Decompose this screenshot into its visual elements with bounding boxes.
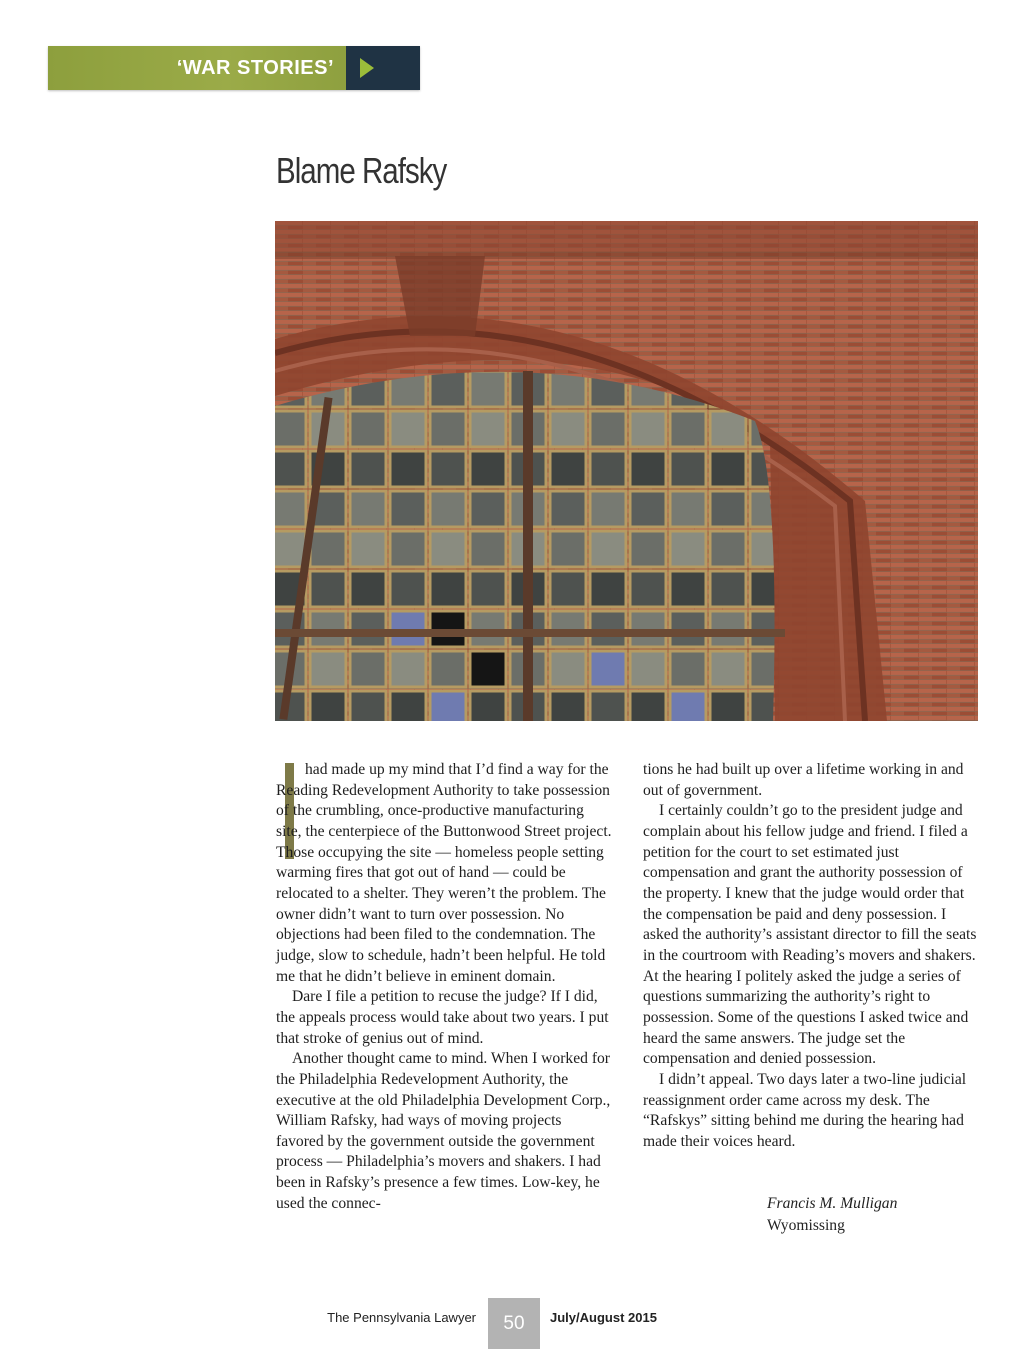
play-triangle-icon	[360, 58, 374, 78]
page-footer	[0, 1298, 1024, 1349]
article-title: Blame Rafsky	[276, 150, 447, 191]
author-name: Francis M. Mulligan	[767, 1195, 898, 1212]
article-photo	[275, 221, 978, 721]
arched-window-brick-wall-image	[275, 221, 978, 721]
paragraph: tions he had built up over a lifetime working in and out of government.	[643, 761, 964, 799]
publication-name: The Pennsylvania Lawyer	[327, 1310, 476, 1325]
issue-date: July/August 2015	[550, 1310, 657, 1325]
right-column	[643, 760, 979, 1152]
page-number: 50	[488, 1298, 540, 1349]
left-column	[276, 760, 613, 1214]
author-location: Wyomissing	[767, 1217, 845, 1234]
paragraph: I certainly couldn’t go to the president judge and complain about his fellow judge and friend. I filed a petition for the court to set estimated just compensation and grant the authority possession of the property. I knew that the judge would order that the compensation be paid and deny possession. I asked the authority’s assistant director to fill the seats in the courtroom with Reading’s movers and shakers. At the hearing I politely asked the judge a series of questions summarizing the authority’s right to possession. Some of the questions I asked twice and heard the same answers. The judge set the compensation and denied possession.	[643, 802, 977, 1068]
section-arrow-box	[346, 46, 420, 90]
paragraph: had made up my mind that I’d find a way for the Reading Redevelopment Authority to take possession of the crumbling, once-productive manufacturing site, the centerpiece of the Buttonwood Street project. Those occupying the site — homeless people setting warming fires that got out of hand — could be relocated to a shelter. They weren’t the problem. The owner didn’t want to turn over possession. No objections had been filed to the condemnation. The judge, slow to schedule, hadn’t been helpful. He told me that he didn’t believe in eminent domain.	[276, 761, 612, 985]
section-tab	[48, 46, 420, 90]
paragraph: Dare I file a petition to recuse the judge? If I did, the appeals process would take about two years. I put that stroke of genius out of mind.	[276, 988, 609, 1047]
paragraph: I didn’t appeal. Two days later a two-line judicial reassignment order came across my desk. The “Rafskys” sitting behind me during the hearing had made their voices heard.	[643, 1070, 967, 1150]
paragraph: Another thought came to mind. When I worked for the Philadelphia Redevelopment Authority, the executive at the old Philadelphia Development Corp., William Rafsky, had ways of moving projects favored by the government outside the government process — Philadelphia’s movers and shakers. I had been in Rafsky’s presence a few times. Low-key, he used the connec-	[276, 1050, 611, 1212]
section-label: ‘WAR STORIES’	[48, 46, 346, 90]
author-signature	[767, 1193, 897, 1237]
